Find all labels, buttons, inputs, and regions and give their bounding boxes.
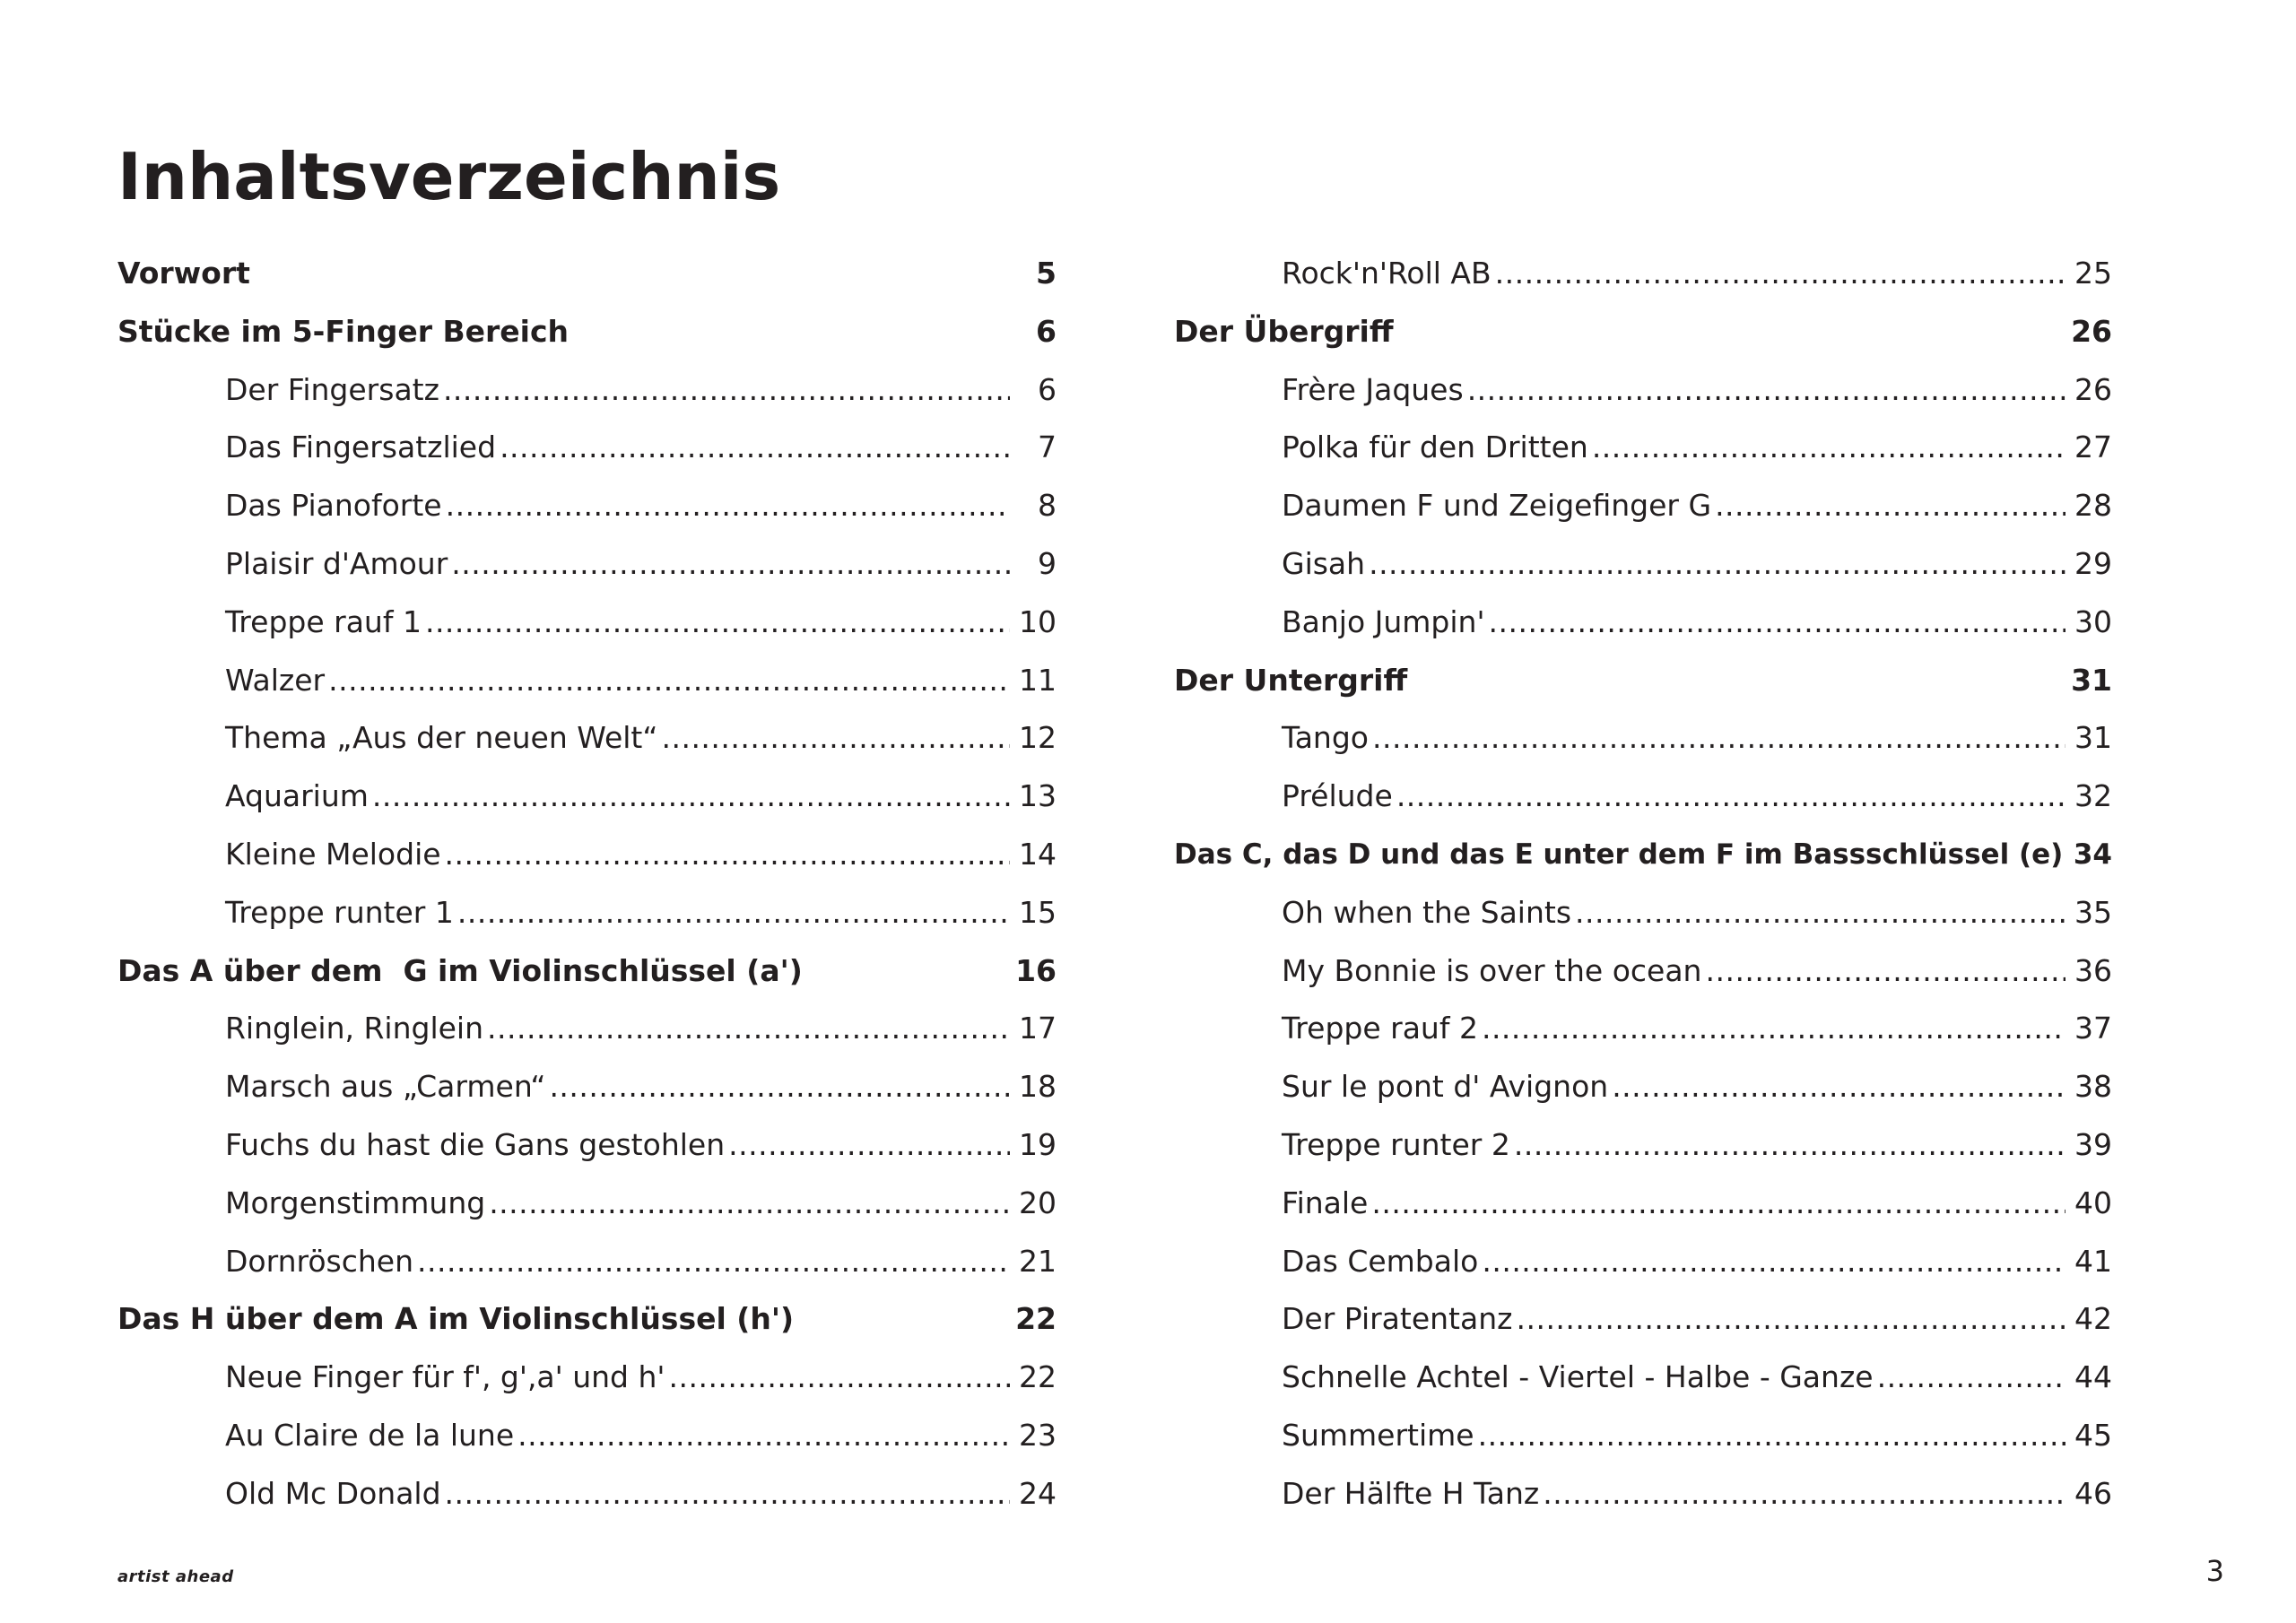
toc-entry[interactable] xyxy=(117,1349,1057,1407)
toc-section[interactable] xyxy=(1174,826,2112,884)
toc-entry[interactable] xyxy=(1174,1116,2112,1175)
toc-page-number: 22 xyxy=(1015,1301,1057,1337)
toc-entry-title: Treppe runter 1 xyxy=(225,894,454,930)
toc-entry[interactable] xyxy=(1174,1290,2112,1349)
dot-leader xyxy=(445,826,1010,884)
toc-page-number: 10 xyxy=(1019,603,1057,639)
toc-entry[interactable] xyxy=(117,535,1057,594)
toc-section-title: Stücke im 5-Finger Bereich xyxy=(117,313,570,349)
toc-entry-title: Fuchs du hast die Gans gestohlen xyxy=(225,1126,726,1162)
toc-section[interactable] xyxy=(1174,652,2112,710)
toc-entry-title: Der Fingersatz xyxy=(225,371,439,407)
toc-page-number: 35 xyxy=(2074,894,2112,930)
toc-entry-title: Aquarium xyxy=(225,778,369,814)
toc-page-number: 13 xyxy=(1019,778,1057,814)
toc-page-number: 19 xyxy=(1019,1126,1057,1162)
toc-entry-title: Der Piratentanz xyxy=(1282,1301,1513,1337)
dot-leader xyxy=(1495,245,2066,303)
dot-leader xyxy=(1877,1349,2066,1407)
toc-section[interactable] xyxy=(117,245,1057,303)
dot-leader xyxy=(500,419,1010,477)
toc-page-number: 30 xyxy=(2074,603,2112,639)
toc-page-number: 27 xyxy=(2074,430,2112,465)
dot-leader xyxy=(1489,594,2066,652)
toc-page-number: 18 xyxy=(1019,1069,1057,1105)
dot-leader xyxy=(457,884,1010,942)
dot-leader xyxy=(1369,535,2066,594)
dot-leader xyxy=(728,1116,1010,1175)
toc-page-number: 31 xyxy=(2074,720,2112,756)
toc-entry[interactable] xyxy=(1174,477,2112,535)
dot-leader xyxy=(425,594,1010,652)
dot-leader xyxy=(445,1465,1010,1523)
toc-page-number: 12 xyxy=(1019,720,1057,756)
dot-leader xyxy=(549,1058,1010,1116)
toc-entry[interactable] xyxy=(117,1000,1057,1058)
toc-entry-title: Banjo Jumpin' xyxy=(1282,603,1485,639)
toc-entry[interactable] xyxy=(117,884,1057,942)
toc-entry-title: Daumen F und Zeigefinger G xyxy=(1282,488,1712,524)
toc-entry-title: Schnelle Achtel - Viertel - Halbe - Ganze xyxy=(1282,1359,1874,1395)
toc-entry-title: Oh when the Saints xyxy=(1282,894,1572,930)
dot-leader xyxy=(668,1349,1010,1407)
toc-page-number: 9 xyxy=(1038,545,1057,581)
toc-entry[interactable] xyxy=(117,1058,1057,1116)
dot-leader xyxy=(1371,1175,2066,1233)
toc-page-number: 16 xyxy=(1015,952,1057,988)
toc-page-number: 23 xyxy=(1019,1417,1057,1453)
toc-page-number: 38 xyxy=(2074,1069,2112,1105)
toc-entry[interactable] xyxy=(1174,709,2112,768)
dot-leader xyxy=(1482,1233,2066,1291)
toc-section-title: Das H über dem A im Violinschlüssel (h') xyxy=(117,1301,795,1337)
toc-entry-title: Das Cembalo xyxy=(1282,1243,1479,1279)
toc-page-number: 25 xyxy=(2074,256,2112,291)
toc-entry-title: Finale xyxy=(1282,1185,1369,1220)
toc-section-title: Das C, das D und das E unter dem F im Bassschlüssel (e) xyxy=(1174,838,2064,871)
toc-page-number: 22 xyxy=(1019,1359,1057,1395)
toc-entry-title: Sur le pont d' Avignon xyxy=(1282,1069,1609,1105)
toc-section[interactable] xyxy=(117,303,1057,361)
toc-page-number: 36 xyxy=(2074,952,2112,988)
toc-entry[interactable] xyxy=(117,1233,1057,1291)
toc-entry[interactable] xyxy=(1174,1349,2112,1407)
toc-entry[interactable] xyxy=(1174,535,2112,594)
toc-page-number: 41 xyxy=(2074,1243,2112,1279)
dot-leader xyxy=(1705,942,2066,1001)
toc-entry[interactable] xyxy=(1174,1058,2112,1116)
dot-leader xyxy=(1478,1407,2066,1465)
toc-section-title: Vorwort xyxy=(117,256,250,291)
dot-leader xyxy=(487,1000,1010,1058)
toc-page-number: 32 xyxy=(2074,778,2112,814)
toc-entry[interactable] xyxy=(1174,1175,2112,1233)
toc-page-number: 29 xyxy=(2074,545,2112,581)
toc-section[interactable] xyxy=(117,1290,1057,1349)
toc-page-number: 6 xyxy=(1036,313,1057,349)
toc-entry-title: Prélude xyxy=(1282,778,1393,814)
toc-page-number: 6 xyxy=(1038,371,1057,407)
toc-entry-title: Summertime xyxy=(1282,1417,1474,1453)
toc-entry-title: Walzer xyxy=(225,662,326,698)
toc-page-number: 21 xyxy=(1019,1243,1057,1279)
toc-entry[interactable] xyxy=(117,477,1057,535)
toc-page-number: 31 xyxy=(2071,662,2112,698)
dot-leader xyxy=(443,361,1010,420)
toc-entry[interactable] xyxy=(117,1465,1057,1523)
toc-entry-title: Au Claire de la lune xyxy=(225,1417,515,1453)
toc-entry-title: Das Fingersatzlied xyxy=(225,430,497,465)
toc-entry[interactable] xyxy=(117,1175,1057,1233)
toc-entry-title: Treppe runter 2 xyxy=(1282,1126,1510,1162)
toc-entry[interactable] xyxy=(1174,768,2112,826)
dot-leader xyxy=(489,1175,1010,1233)
toc-entry-title: My Bonnie is over the ocean xyxy=(1282,952,1702,988)
dot-leader xyxy=(517,1407,1010,1465)
toc-entry-title: Polka für den Dritten xyxy=(1282,430,1588,465)
toc-entry-title: Der Hälfte H Tanz xyxy=(1282,1475,1540,1511)
toc-entry-title: Rock'n'Roll AB xyxy=(1282,256,1492,291)
toc-entry[interactable] xyxy=(117,361,1057,420)
dot-leader xyxy=(1396,768,2066,826)
toc-page-number: 5 xyxy=(1036,256,1057,291)
toc-page-number: 28 xyxy=(2074,488,2112,524)
toc-page-number: 42 xyxy=(2074,1301,2112,1337)
toc-page-number: 46 xyxy=(2074,1475,2112,1511)
dot-leader xyxy=(1482,1000,2066,1058)
toc-entry[interactable] xyxy=(117,594,1057,652)
toc-left-column xyxy=(117,245,1057,1523)
toc-entry[interactable] xyxy=(1174,245,2112,303)
publisher-logo: artist ahead xyxy=(117,1567,234,1586)
toc-section[interactable] xyxy=(117,942,1057,1001)
toc-entry-title: Tango xyxy=(1282,720,1369,756)
toc-page-number: 14 xyxy=(1019,836,1057,872)
toc-entry[interactable] xyxy=(117,768,1057,826)
toc-entry[interactable] xyxy=(1174,884,2112,942)
dot-leader xyxy=(1715,477,2066,535)
toc-section-title: Der Übergriff xyxy=(1174,313,1394,349)
dot-leader xyxy=(1372,709,2066,768)
toc-page-number: 26 xyxy=(2071,313,2112,349)
toc-page-number: 11 xyxy=(1019,662,1057,698)
toc-entry-title: Treppe rauf 1 xyxy=(225,603,422,639)
toc-entry-title: Old Mc Donald xyxy=(225,1475,441,1511)
toc-entry[interactable] xyxy=(117,652,1057,710)
toc-section[interactable] xyxy=(1174,303,2112,361)
page-title: Inhaltsverzeichnis xyxy=(117,139,781,214)
dot-leader xyxy=(451,535,1010,594)
toc-section-title: Der Untergriff xyxy=(1174,662,1408,698)
toc-entry[interactable] xyxy=(1174,1465,2112,1523)
page-number: 3 xyxy=(2205,1554,2224,1588)
toc-entry-title: Kleine Melodie xyxy=(225,836,441,872)
toc-entry-title: Plaisir d'Amour xyxy=(225,545,448,581)
toc-entry[interactable] xyxy=(1174,942,2112,1001)
toc-page-number: 37 xyxy=(2074,1011,2112,1046)
toc-entry-title: Thema „Aus der neuen Welt“ xyxy=(225,720,658,756)
toc-page-number: 15 xyxy=(1019,894,1057,930)
toc-entry[interactable] xyxy=(117,709,1057,768)
dot-leader xyxy=(1612,1058,2066,1116)
toc-entry[interactable] xyxy=(117,1407,1057,1465)
toc-entry-title: Das Pianoforte xyxy=(225,488,442,524)
toc-entry[interactable] xyxy=(1174,594,2112,652)
toc-entry-title: Dornröschen xyxy=(225,1243,414,1279)
toc-page-number: 17 xyxy=(1019,1011,1057,1046)
dot-leader xyxy=(661,709,1010,768)
toc-entry[interactable] xyxy=(1174,361,2112,420)
dot-leader xyxy=(1467,361,2066,420)
toc-entry[interactable] xyxy=(117,1116,1057,1175)
toc-page-number: 40 xyxy=(2074,1185,2112,1220)
toc-page-number: 39 xyxy=(2074,1126,2112,1162)
toc-entry-title: Gisah xyxy=(1282,545,1366,581)
toc-entry-title: Morgenstimmung xyxy=(225,1185,486,1220)
dot-leader xyxy=(1575,884,2066,942)
dot-leader xyxy=(328,652,1010,710)
toc-entry[interactable] xyxy=(1174,419,2112,477)
dot-leader xyxy=(1516,1290,2066,1349)
toc-page-number: 45 xyxy=(2074,1417,2112,1453)
toc-right-column xyxy=(1174,245,2112,1523)
toc-page-number: 44 xyxy=(2074,1359,2112,1395)
toc-entry[interactable] xyxy=(1174,1407,2112,1465)
dot-leader xyxy=(417,1233,1010,1291)
toc-entry-title: Ringlein, Ringlein xyxy=(225,1011,484,1046)
toc-entry-title: Frère Jaques xyxy=(1282,371,1464,407)
toc-entry-title: Marsch aus „Carmen“ xyxy=(225,1069,546,1105)
toc-entry[interactable] xyxy=(117,826,1057,884)
toc-section-title: Das A über dem G im Violinschlüssel (a') xyxy=(117,952,803,988)
dot-leader xyxy=(446,477,1010,535)
dot-leader xyxy=(1543,1465,2066,1523)
toc-page-number: 24 xyxy=(1019,1475,1057,1511)
toc-entry[interactable] xyxy=(1174,1000,2112,1058)
toc-page-number: 34 xyxy=(2073,838,2112,871)
toc-page-number: 26 xyxy=(2074,371,2112,407)
toc-page-number: 8 xyxy=(1038,488,1057,524)
dot-leader xyxy=(372,768,1010,826)
toc-entry-title: Neue Finger für f', g',a' und h' xyxy=(225,1359,665,1395)
toc-entry-title: Treppe rauf 2 xyxy=(1282,1011,1478,1046)
toc-entry[interactable] xyxy=(117,419,1057,477)
toc-entry[interactable] xyxy=(1174,1233,2112,1291)
toc-page-number: 7 xyxy=(1038,430,1057,465)
dot-leader xyxy=(1592,419,2066,477)
toc-page-number: 20 xyxy=(1019,1185,1057,1220)
dot-leader xyxy=(1514,1116,2066,1175)
